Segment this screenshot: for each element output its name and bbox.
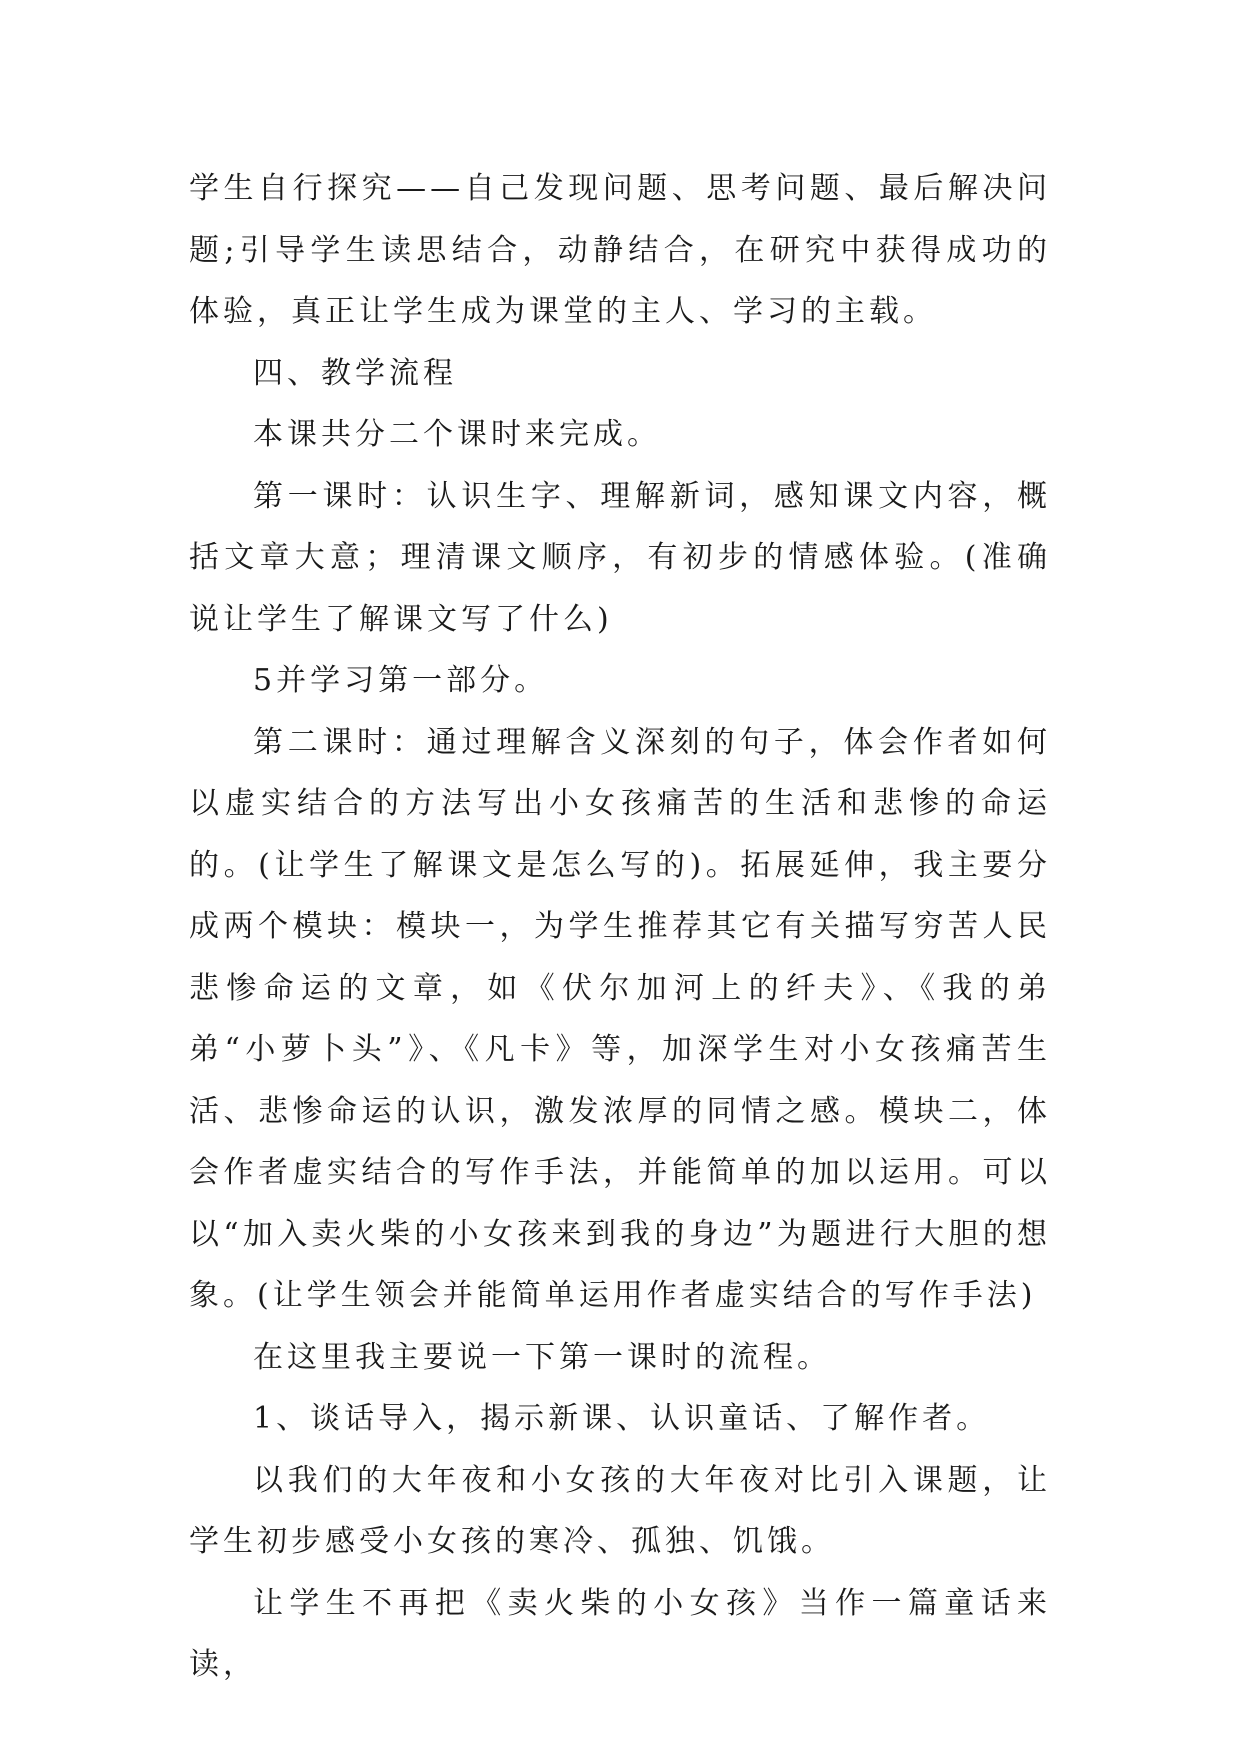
paragraph: 让学生不再把《卖火柴的小女孩》当作一篇童话来读， [189,1585,1051,1682]
document-page [189,158,1051,1696]
section-heading: 四、教学流程 [253,355,457,391]
paragraph: 第一课时：认识生字、理解新词，感知课文内容，概括文章大意；理清课文顺序，有初步的情感体验。(准确说让学生了解课文写了什么) [189,478,1051,637]
paragraph: 5并学习第一部分。 [253,663,549,698]
paragraph: 本课共分二个课时来完成。 [253,417,661,452]
paragraph: 学生自行探究——自己发现问题、思考问题、最后解决问题;引导学生读思结合，动静结合，在研究中获得成功的体验，真正让学生成为课堂的主人、学习的主载。 [189,171,1051,329]
paragraph: 第二课时：通过理解含义深刻的句子，体会作者如何以虚实结合的方法写出小女孩痛苦的生活和悲惨的命运的。(让学生了解课文是怎么写的)。拓展延伸，我主要分成两个模块：模块一，为学生推荐其它有关描写穷苦人民悲惨命运的文章，如《伏尔加河上的纤夫》、《我的弟弟“小萝卜头”》、《凡卡》等，加深学生对小女孩痛苦生活、悲惨命运的认识，激发浓厚的同情之感。模块二，体会作者虚实结合的写作手法，并能简单的加以运用。可以以“加入卖火柴的小女孩来到我的身边”为题进行大胆的想象。(让学生领会并能简单运用作者虚实结合的写作手法) [189,724,1051,1313]
paragraph: 1、谈话导入，揭示新课、认识童话、了解作者。 [253,1401,991,1436]
paragraph: 在这里我主要说一下第一课时的流程。 [253,1339,831,1375]
paragraph: 以我们的大年夜和小女孩的大年夜对比引入课题，让学生初步感受小女孩的寒冷、孤独、饥饿。 [189,1462,1051,1559]
